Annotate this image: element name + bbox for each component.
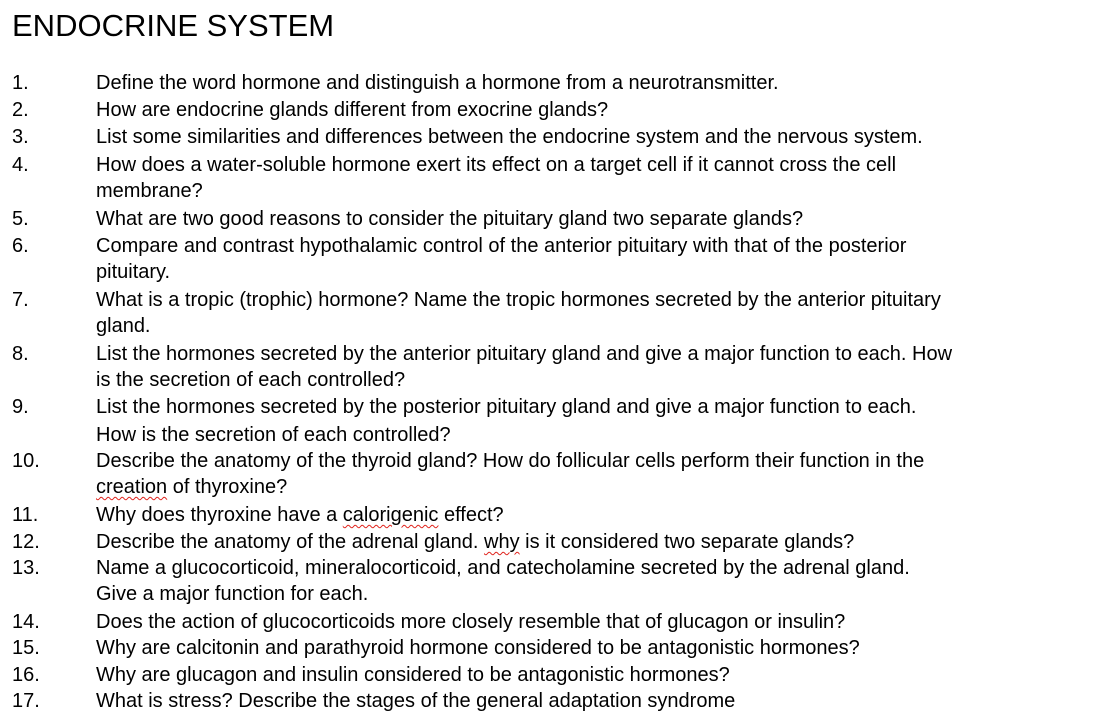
question-line: How are endocrine glands different from exocrine glands? (96, 99, 609, 121)
question-line: How does a water-soluble hormone exert its effect on a target cell if it cannot cross the cell (96, 154, 897, 176)
question-line: Describe the anatomy of the thyroid gland? How do follicular cells perform their function in the (96, 450, 925, 472)
question-text (96, 635, 1104, 661)
question-text (96, 394, 1104, 448)
question-line: List the hormones secreted by the anterior pituitary gland and give a major function to each. How (96, 343, 953, 365)
question-number: 11. (12, 504, 39, 526)
question-text (96, 688, 1104, 714)
question-line: Give a major function for each. (96, 583, 369, 605)
question-number: 5. (12, 208, 29, 230)
question-line: Compare and contrast hypothalamic control of the anterior pituitary with that of the posterior (96, 235, 907, 257)
question-line: gland. (96, 315, 151, 337)
question-line: What are two good reasons to consider the pituitary gland two separate glands? (96, 208, 804, 230)
question-number: 13. (12, 557, 40, 579)
question-number: 16. (12, 664, 40, 686)
question-number: 14. (12, 611, 40, 633)
question-line: Why are calcitonin and parathyroid hormone considered to be antagonistic hormones? (96, 637, 860, 659)
question-number: 4. (12, 154, 29, 176)
question-line-start: Why does thyroxine have a (96, 504, 343, 526)
question-line-rest: of thyroxine? (167, 476, 288, 498)
question-number: 12. (12, 531, 40, 553)
question-line-start: Describe the anatomy of the adrenal gland. (96, 531, 485, 553)
question-text (96, 233, 1104, 285)
question-line: is the secretion of each controlled? (96, 369, 406, 391)
question-line: Why are glucagon and insulin considered to be antagonistic hormones? (96, 664, 730, 686)
question-line: Define the word hormone and distinguish a hormone from a neurotransmitter. (96, 72, 779, 94)
question-line: What is a tropic (trophic) hormone? Name the tropic hormones secreted by the anterior pituitary (96, 289, 941, 311)
question-text (96, 70, 1104, 96)
question-text (96, 124, 1104, 150)
question-number: 8. (12, 343, 29, 365)
question-number: 9. (12, 396, 29, 418)
question-text (96, 448, 1104, 500)
question-line: List some similarities and differences between the endocrine system and the nervous system. (96, 126, 923, 148)
question-number: 7. (12, 289, 29, 311)
question-number: 2. (12, 99, 29, 121)
question-line: What is stress? Describe the stages of the general adaptation syndrome (96, 690, 736, 712)
question-number: 10. (12, 450, 40, 472)
question-number: 17. (12, 690, 40, 712)
spellcheck-flagged-word[interactable]: calorigenic (342, 504, 439, 526)
question-line: How is the secretion of each controlled? (96, 424, 451, 446)
question-text (96, 206, 1104, 232)
question-line: Does the action of glucocorticoids more closely resemble that of glucagon or insulin? (96, 611, 846, 633)
question-line: membrane? (96, 180, 203, 202)
question-text (96, 609, 1104, 635)
question-text (96, 152, 1104, 204)
spellcheck-flagged-word[interactable]: creation (96, 476, 168, 498)
question-line (96, 529, 1104, 555)
question-line: Name a glucocorticoid, mineralocorticoid, and catecholamine secreted by the adrenal gland. (96, 557, 910, 579)
question-number: 6. (12, 235, 29, 257)
question-text (96, 662, 1104, 688)
question-line-rest: is it considered two separate glands? (519, 531, 855, 553)
question-line (96, 502, 1104, 528)
question-text (96, 529, 1104, 555)
question-text (96, 502, 1104, 528)
question-text (96, 97, 1104, 123)
question-number: 3. (12, 126, 29, 148)
question-line (96, 474, 1104, 500)
question-text (96, 341, 1104, 393)
question-line: pituitary. (96, 261, 171, 283)
question-number: 1. (12, 72, 29, 94)
question-line-rest: effect? (438, 504, 504, 526)
page-title: ENDOCRINE SYSTEM (12, 8, 335, 43)
question-text (96, 555, 1104, 607)
question-number: 15. (12, 637, 40, 659)
question-text (96, 287, 1104, 339)
spellcheck-flagged-word[interactable]: why (484, 531, 520, 553)
question-line: List the hormones secreted by the posterior pituitary gland and give a major function to each. (96, 396, 917, 418)
